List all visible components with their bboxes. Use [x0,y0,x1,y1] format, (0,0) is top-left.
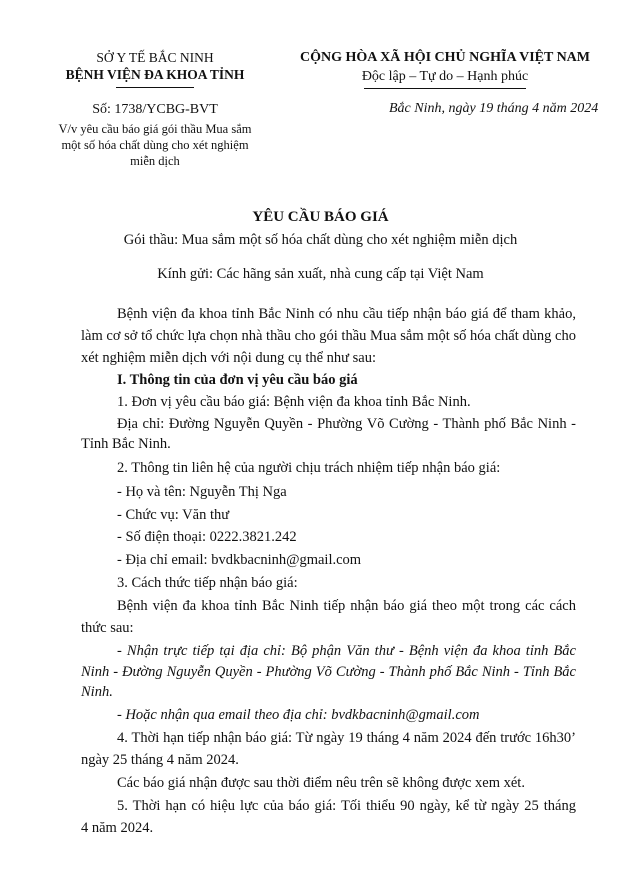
address-line-2: Tỉnh Bắc Ninh. [81,436,171,452]
department-name: SỞ Y TẾ BẮC NINH [96,50,214,65]
contact-email: - Địa chỉ email: bvdkbacninh@gmail.com [117,552,362,568]
contact-role: - Chức vụ: Văn thư [117,507,230,523]
item-2: 2. Thông tin liên hệ của người chịu trách nhiệm tiếp nhận báo giá: [117,460,501,476]
subject-line-1: V/v yêu cầu báo giá gói thầu Mua sắm [58,122,252,136]
direct-receive-line-1: - Nhận trực tiếp tại địa chỉ: Bộ phận Văn thư - Bệnh viện đa khoa tỉnh Bắc [117,643,576,659]
receive-method-line-2: thức sau: [81,620,134,636]
document-number: Số: 1738/YCBG-BVT [92,102,218,117]
receive-method-line-1: Bệnh viện đa khoa tỉnh Bắc Ninh tiếp nhận báo giá theo một trong các cách [117,598,576,614]
national-motto: Độc lập – Tự do – Hạnh phúc [361,69,529,84]
hospital-name: BỆNH VIỆN ĐA KHOA TỈNH [65,67,245,82]
subject-line-3: miễn dịch [130,154,180,168]
item-5-line-1: 5. Thời hạn có hiệu lực của báo giá: Tối thiểu 90 ngày, kể từ ngày 25 tháng [117,798,576,814]
issue-date: Bắc Ninh, ngày 19 tháng 4 năm 2024 [389,101,599,116]
document-title: YÊU CẦU BÁO GIÁ [252,209,389,225]
package-name: Gói thầu: Mua sắm một số hóa chất dùng cho xét nghiệm miễn dịch [123,232,518,248]
motto-underline [364,88,526,89]
email-receive: - Hoặc nhận qua email theo địa chỉ: bvdkbacninh@gmail.com [117,707,480,723]
intro-line-2: làm cơ sở tổ chức lựa chọn nhà thầu cho gói thầu Mua sắm một số hóa chất dùng cho [81,328,576,344]
subject-line-2: một số hóa chất dùng cho xét nghiệm [61,138,249,152]
late-quote-note: Các báo giá nhận được sau thời điểm nêu trên sẽ không được xem xét. [117,775,525,791]
intro-line-3: xét nghiệm miễn dịch với nội dung cụ thể như sau: [81,350,377,366]
address-line-1: Địa chỉ: Đường Nguyễn Quyền - Phường Võ Cường - Thành phố Bắc Ninh - [117,416,576,432]
item-4-line-2: ngày 25 tháng 4 năm 2024. [81,752,239,768]
item-1: 1. Đơn vị yêu cầu báo giá: Bệnh viện đa khoa tỉnh Bắc Ninh. [117,394,471,410]
contact-name: - Họ và tên: Nguyễn Thị Nga [117,484,287,500]
direct-receive-line-3: Ninh. [81,684,113,700]
direct-receive-line-2: Ninh - Đường Nguyễn Quyền - Phường Võ Cường - Thành phố Bắc Ninh - Tỉnh Bắc [81,664,576,680]
contact-phone: - Số điện thoại: 0222.3821.242 [117,529,297,545]
item-3: 3. Cách thức tiếp nhận báo giá: [117,575,298,591]
item-5-line-2: 4 năm 2024. [81,820,154,836]
national-title: CỘNG HÒA XÃ HỘI CHỦ NGHĨA VIỆT NAM [299,50,590,65]
item-4-line-1: 4. Thời hạn tiếp nhận báo giá: Từ ngày 19 tháng 4 năm 2024 đến trước 16h30’ [117,730,576,746]
section-1-heading: I. Thông tin của đơn vị yêu cầu báo giá [117,372,358,388]
hospital-underline [116,87,194,88]
recipient-line: Kính gửi: Các hãng sản xuất, nhà cung cấp tại Việt Nam [157,266,484,282]
intro-line-1: Bệnh viện đa khoa tỉnh Bắc Ninh có nhu cầu tiếp nhận báo giá để tham khảo, [117,306,576,322]
